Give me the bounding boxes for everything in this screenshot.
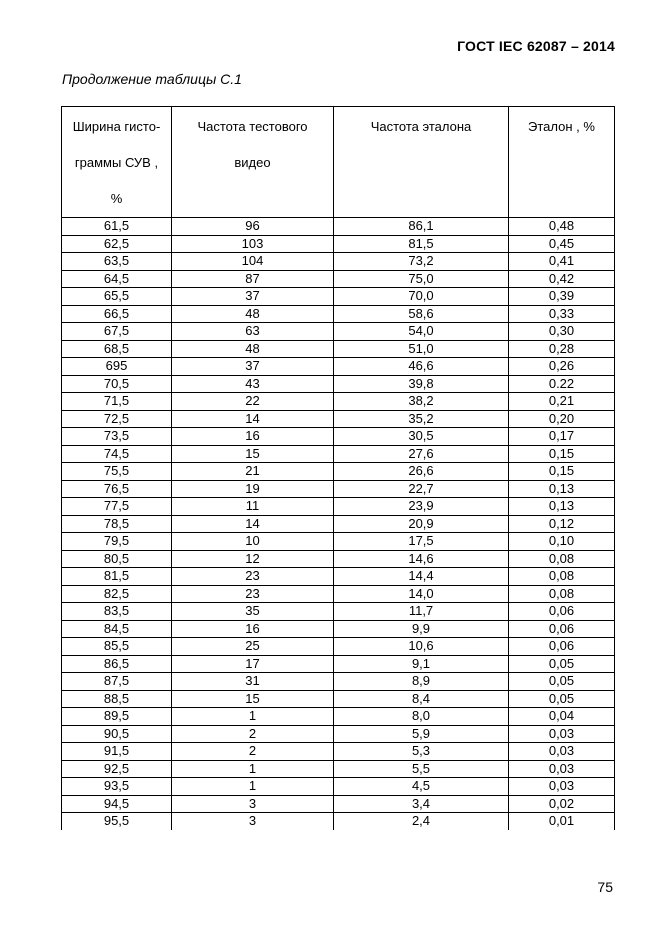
table-cell: 0,06 bbox=[509, 620, 615, 638]
table-row bbox=[62, 550, 615, 568]
table-cell: 51,0 bbox=[334, 340, 509, 358]
table-cell: 12 bbox=[172, 550, 334, 568]
table-cell: 37 bbox=[172, 358, 334, 376]
table-cell: 0,42 bbox=[509, 270, 615, 288]
header-line: граммы СУВ , bbox=[74, 155, 159, 170]
table-cell: 104 bbox=[172, 253, 334, 271]
table-cell: 81,5 bbox=[62, 568, 172, 586]
table-cell: 8,9 bbox=[334, 673, 509, 691]
document-code: ГОСТ IEC 62087 – 2014 bbox=[457, 38, 615, 54]
table-row bbox=[62, 585, 615, 603]
table-cell: 19 bbox=[172, 480, 334, 498]
table-cell: 14 bbox=[172, 410, 334, 428]
table-cell: 0,17 bbox=[509, 428, 615, 446]
table-cell: 54,0 bbox=[334, 323, 509, 341]
table-cell: 0,02 bbox=[509, 795, 615, 813]
table-cell: 26,6 bbox=[334, 463, 509, 481]
table-cell: 0,05 bbox=[509, 673, 615, 691]
table-cell: 27,6 bbox=[334, 445, 509, 463]
table-cell: 70,5 bbox=[62, 375, 172, 393]
table-cell: 16 bbox=[172, 428, 334, 446]
table-row bbox=[62, 795, 615, 813]
table-row bbox=[62, 515, 615, 533]
table-cell: 10,6 bbox=[334, 638, 509, 656]
table-cell: 58,6 bbox=[334, 305, 509, 323]
table-cell: 11 bbox=[172, 498, 334, 516]
table-cell: 0,45 bbox=[509, 235, 615, 253]
table-cell: 20,9 bbox=[334, 515, 509, 533]
table-row bbox=[62, 463, 615, 481]
table-cell: 5,3 bbox=[334, 743, 509, 761]
table-row bbox=[62, 288, 615, 306]
table-cell: 0,03 bbox=[509, 743, 615, 761]
header-line: видео bbox=[234, 155, 271, 170]
table-cell: 81,5 bbox=[334, 235, 509, 253]
table-cell: 17 bbox=[172, 655, 334, 673]
table-cell: 96 bbox=[172, 218, 334, 236]
table-cell: 1 bbox=[172, 708, 334, 726]
table-row bbox=[62, 498, 615, 516]
table-cell: 88,5 bbox=[62, 690, 172, 708]
table-row bbox=[62, 568, 615, 586]
table-cell: 75,5 bbox=[62, 463, 172, 481]
table-cell: 10 bbox=[172, 533, 334, 551]
column-header-reference-percent bbox=[509, 107, 615, 218]
table-cell: 48 bbox=[172, 305, 334, 323]
table-row bbox=[62, 620, 615, 638]
table-cell: 92,5 bbox=[62, 760, 172, 778]
table-cell: 82,5 bbox=[62, 585, 172, 603]
header-line: Частота эталона bbox=[370, 119, 472, 134]
table-cell: 22,7 bbox=[334, 480, 509, 498]
table-row bbox=[62, 533, 615, 551]
table-cell: 95,5 bbox=[62, 813, 172, 830]
table-cell: 30,5 bbox=[334, 428, 509, 446]
table-row bbox=[62, 410, 615, 428]
table-cell: 9,9 bbox=[334, 620, 509, 638]
page-number: 75 bbox=[597, 879, 613, 895]
table-cell: 15 bbox=[172, 445, 334, 463]
column-header-histogram-width bbox=[62, 107, 172, 218]
table-row bbox=[62, 708, 615, 726]
table-row bbox=[62, 813, 615, 830]
table-cell: 94,5 bbox=[62, 795, 172, 813]
table-row bbox=[62, 743, 615, 761]
table-cell: 0,10 bbox=[509, 533, 615, 551]
table-cell: 65,5 bbox=[62, 288, 172, 306]
table-body bbox=[62, 218, 615, 830]
header-line: % bbox=[110, 191, 123, 206]
table-cell: 73,5 bbox=[62, 428, 172, 446]
table-cell: 17,5 bbox=[334, 533, 509, 551]
table-cell: 0,28 bbox=[509, 340, 615, 358]
table-cell: 78,5 bbox=[62, 515, 172, 533]
table-cell: 23 bbox=[172, 568, 334, 586]
table-cell: 103 bbox=[172, 235, 334, 253]
table-cell: 0,05 bbox=[509, 655, 615, 673]
table-cell: 22 bbox=[172, 393, 334, 411]
table-cell: 79,5 bbox=[62, 533, 172, 551]
table-cell: 14,6 bbox=[334, 550, 509, 568]
table-cell: 0,08 bbox=[509, 550, 615, 568]
table-cell: 21 bbox=[172, 463, 334, 481]
table-cell: 0,13 bbox=[509, 480, 615, 498]
table-cell: 2 bbox=[172, 743, 334, 761]
table-cell: 83,5 bbox=[62, 603, 172, 621]
table-cell: 80,5 bbox=[62, 550, 172, 568]
table-cell: 93,5 bbox=[62, 778, 172, 796]
table-cell: 46,6 bbox=[334, 358, 509, 376]
table-row bbox=[62, 655, 615, 673]
table-cell: 0,41 bbox=[509, 253, 615, 271]
table-cell: 23 bbox=[172, 585, 334, 603]
table-row bbox=[62, 253, 615, 271]
table-cell: 68,5 bbox=[62, 340, 172, 358]
table-cell: 64,5 bbox=[62, 270, 172, 288]
table-cell: 14,0 bbox=[334, 585, 509, 603]
table-cell: 1 bbox=[172, 760, 334, 778]
table-cell: 39,8 bbox=[334, 375, 509, 393]
table-cell: 62,5 bbox=[62, 235, 172, 253]
table-cell: 0,20 bbox=[509, 410, 615, 428]
table-cell: 43 bbox=[172, 375, 334, 393]
table-cell: 0,12 bbox=[509, 515, 615, 533]
table-cell: 695 bbox=[62, 358, 172, 376]
table-cell: 37 bbox=[172, 288, 334, 306]
table-cell: 15 bbox=[172, 690, 334, 708]
table-cell: 87,5 bbox=[62, 673, 172, 691]
table-row bbox=[62, 778, 615, 796]
table-cell: 91,5 bbox=[62, 743, 172, 761]
table-cell: 3 bbox=[172, 795, 334, 813]
table-row bbox=[62, 358, 615, 376]
table-cell: 87 bbox=[172, 270, 334, 288]
table-row bbox=[62, 323, 615, 341]
table-caption: Продолжение таблицы С.1 bbox=[62, 71, 242, 87]
table-cell: 14 bbox=[172, 515, 334, 533]
table-cell: 67,5 bbox=[62, 323, 172, 341]
table-cell: 72,5 bbox=[62, 410, 172, 428]
table-cell: 48 bbox=[172, 340, 334, 358]
table-cell: 0,05 bbox=[509, 690, 615, 708]
data-table bbox=[61, 106, 615, 830]
table-cell: 76,5 bbox=[62, 480, 172, 498]
table-row bbox=[62, 393, 615, 411]
column-header-reference-frequency bbox=[334, 107, 509, 218]
table-cell: 0,39 bbox=[509, 288, 615, 306]
table-row bbox=[62, 340, 615, 358]
table-cell: 35 bbox=[172, 603, 334, 621]
table-cell: 74,5 bbox=[62, 445, 172, 463]
table-cell: 0,48 bbox=[509, 218, 615, 236]
table-row bbox=[62, 673, 615, 691]
table-cell: 89,5 bbox=[62, 708, 172, 726]
table-cell: 86,5 bbox=[62, 655, 172, 673]
table-cell: 0,33 bbox=[509, 305, 615, 323]
table-row bbox=[62, 445, 615, 463]
table-cell: 84,5 bbox=[62, 620, 172, 638]
table-cell: 0,01 bbox=[509, 813, 615, 830]
table-row bbox=[62, 218, 615, 236]
table-cell: 0,26 bbox=[509, 358, 615, 376]
table-cell: 71,5 bbox=[62, 393, 172, 411]
table-row bbox=[62, 375, 615, 393]
table-cell: 0,04 bbox=[509, 708, 615, 726]
table-cell: 2,4 bbox=[334, 813, 509, 830]
table-cell: 16 bbox=[172, 620, 334, 638]
table-cell: 0,03 bbox=[509, 725, 615, 743]
table-cell: 63,5 bbox=[62, 253, 172, 271]
table-cell: 23,9 bbox=[334, 498, 509, 516]
table-cell: 0.22 bbox=[509, 375, 615, 393]
header-line: Ширина гисто- bbox=[72, 119, 161, 134]
table-cell: 0,08 bbox=[509, 585, 615, 603]
table-cell: 73,2 bbox=[334, 253, 509, 271]
table-cell: 0,03 bbox=[509, 760, 615, 778]
table-cell: 8,4 bbox=[334, 690, 509, 708]
table-cell: 5,5 bbox=[334, 760, 509, 778]
table-cell: 1 bbox=[172, 778, 334, 796]
table-cell: 2 bbox=[172, 725, 334, 743]
table-cell: 4,5 bbox=[334, 778, 509, 796]
table-cell: 0,30 bbox=[509, 323, 615, 341]
table-row bbox=[62, 235, 615, 253]
header-line: Частота тестового bbox=[197, 119, 308, 134]
table-cell: 0,03 bbox=[509, 778, 615, 796]
table-row bbox=[62, 480, 615, 498]
table-cell: 63 bbox=[172, 323, 334, 341]
table-row bbox=[62, 638, 615, 656]
header-line: Эталон , % bbox=[528, 119, 595, 134]
table-cell: 25 bbox=[172, 638, 334, 656]
table-row bbox=[62, 270, 615, 288]
table-cell: 85,5 bbox=[62, 638, 172, 656]
column-header-test-video-frequency bbox=[172, 107, 334, 218]
table-cell: 66,5 bbox=[62, 305, 172, 323]
table-cell: 0,06 bbox=[509, 638, 615, 656]
table-cell: 38,2 bbox=[334, 393, 509, 411]
table-cell: 3 bbox=[172, 813, 334, 830]
table-cell: 3,4 bbox=[334, 795, 509, 813]
table-cell: 0,13 bbox=[509, 498, 615, 516]
table-row bbox=[62, 603, 615, 621]
table-cell: 0,15 bbox=[509, 463, 615, 481]
table-cell: 86,1 bbox=[334, 218, 509, 236]
table-cell: 8,0 bbox=[334, 708, 509, 726]
table-cell: 14,4 bbox=[334, 568, 509, 586]
table-cell: 77,5 bbox=[62, 498, 172, 516]
table-header-row bbox=[62, 107, 615, 218]
table-cell: 61,5 bbox=[62, 218, 172, 236]
table-cell: 9,1 bbox=[334, 655, 509, 673]
table-row bbox=[62, 428, 615, 446]
table-cell: 0,08 bbox=[509, 568, 615, 586]
table-cell: 75,0 bbox=[334, 270, 509, 288]
table-row bbox=[62, 690, 615, 708]
table-cell: 70,0 bbox=[334, 288, 509, 306]
table-cell: 0,15 bbox=[509, 445, 615, 463]
table-cell: 0,21 bbox=[509, 393, 615, 411]
table-cell: 0,06 bbox=[509, 603, 615, 621]
table-row bbox=[62, 305, 615, 323]
table-row bbox=[62, 760, 615, 778]
table-cell: 31 bbox=[172, 673, 334, 691]
table-cell: 11,7 bbox=[334, 603, 509, 621]
table-row bbox=[62, 725, 615, 743]
table-cell: 35,2 bbox=[334, 410, 509, 428]
table-cell: 5,9 bbox=[334, 725, 509, 743]
table-cell: 90,5 bbox=[62, 725, 172, 743]
